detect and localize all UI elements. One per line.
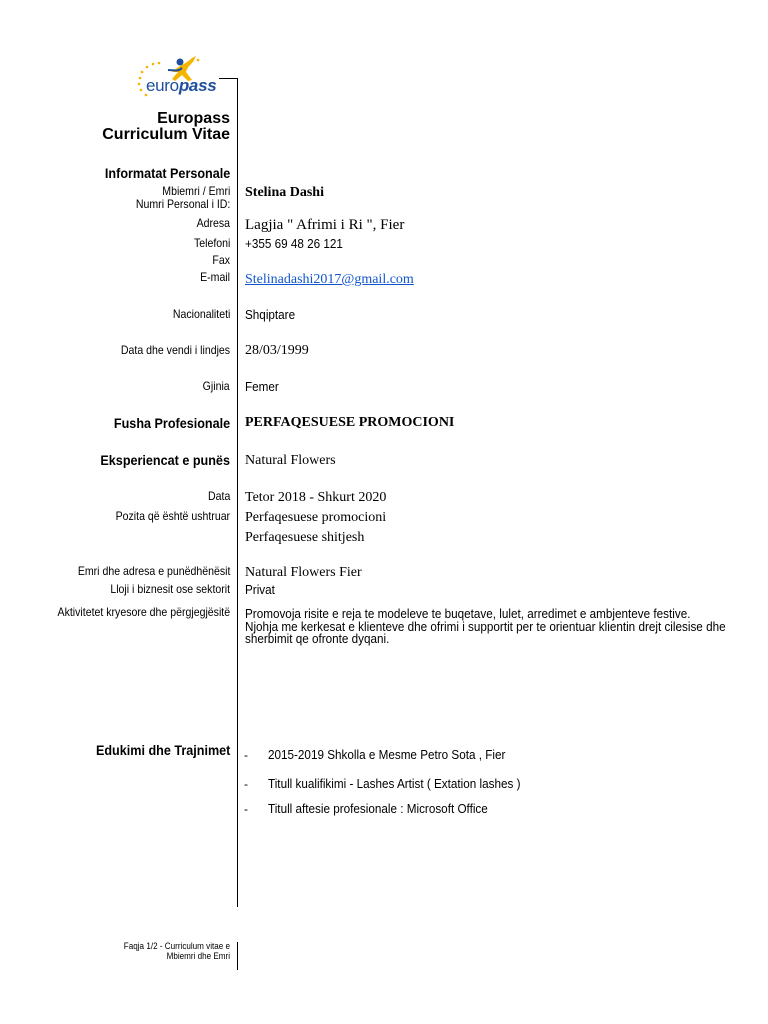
- name-label: Mbiemri / Emri: [161, 184, 230, 198]
- education-bullet: -: [244, 802, 248, 816]
- experience-company: Natural Flowers: [245, 453, 336, 468]
- birth-label: Data dhe vendi i lindjes: [120, 343, 230, 357]
- phone-label: Telefoni: [193, 236, 230, 250]
- title-line-1: Europass: [157, 110, 230, 127]
- email-link[interactable]: Stelinadashi2017@gmail.com: [245, 272, 414, 287]
- address-value: Lagjia " Afrimi i Ri ", Fier: [245, 217, 405, 233]
- top-corner-rule: [219, 78, 237, 79]
- profession-value: PERFAQESUESE PROMOCIONI: [245, 415, 455, 430]
- europass-logo: [132, 50, 228, 100]
- employer-label: Emri dhe adresa e punëdhënësit: [77, 564, 230, 578]
- name-value: Stelina Dashi: [245, 185, 324, 200]
- column-divider: [237, 78, 238, 907]
- gender-label: Gjinia: [202, 379, 230, 393]
- activities-line-2: Njohja me kerkesat e klienteve dhe ofrimi i supportit per te orientuar klientin drejt cilesise dhe: [245, 618, 726, 634]
- education-text: Titull kualifikimi - Lashes Artist ( Extation lashes ): [268, 776, 521, 791]
- position-value-2: Perfaqesuese shitjesh: [245, 530, 365, 545]
- date-label: Data: [207, 489, 230, 503]
- logo-pass-text: pass: [178, 76, 217, 95]
- activities-label: Aktivitetet kryesore dhe përgjegjësitë: [57, 605, 230, 619]
- position-label: Pozita që është ushtruar: [115, 509, 230, 523]
- nationality-value: Shqiptare: [245, 307, 296, 322]
- cv-title: [102, 111, 230, 143]
- activities-text: [245, 608, 726, 646]
- title-line-2: Curriculum Vitae: [102, 126, 230, 143]
- footer-line-1: Faqja 1/2 - Curriculum vitae e: [123, 941, 230, 951]
- sector-label: Lloji i biznesit ose sektorit: [110, 582, 230, 596]
- education-heading: Edukimi dhe Trajnimet: [95, 742, 230, 758]
- activities-line-3: sherbimit qe ofronte dyqani.: [245, 631, 390, 646]
- profession-heading: Fusha Profesionale: [113, 415, 230, 431]
- date-value: Tetor 2018 - Shkurt 2020: [245, 490, 387, 505]
- phone-value: +355 69 48 26 121: [245, 236, 343, 251]
- id-label: Numri Personal i ID:: [135, 197, 230, 211]
- education-bullet: -: [244, 748, 248, 762]
- sector-value: Privat: [245, 582, 275, 597]
- birth-value: 28/03/1999: [245, 343, 309, 358]
- footer-divider: [237, 942, 238, 970]
- nationality-label: Nacionaliteti: [172, 307, 230, 321]
- education-text: 2015-2019 Shkolla e Mesme Petro Sota , Fier: [268, 747, 506, 762]
- personal-info-heading: Informatat Personale: [104, 165, 230, 181]
- footer-line-2: Mbiemri dhe Emri: [166, 951, 230, 961]
- address-label: Adresa: [196, 216, 230, 230]
- education-text: Titull aftesie profesionale : Microsoft Office: [268, 801, 488, 816]
- position-value-1: Perfaqesuese promocioni: [245, 510, 387, 525]
- education-bullet: -: [244, 777, 248, 791]
- activities-line-1: Promovoja risite e reja te modeleve te buqetave, lulet, arredimet e ambjenteve festive.: [245, 606, 691, 621]
- logo-euro-text: euro: [146, 76, 179, 95]
- fax-label: Fax: [212, 253, 230, 267]
- gender-value: Femer: [245, 379, 279, 394]
- experience-heading: Eksperiencat e punës: [100, 452, 230, 468]
- page-footer: [124, 941, 230, 961]
- email-label: E-mail: [200, 270, 230, 284]
- employer-value: Natural Flowers Fier: [245, 565, 362, 580]
